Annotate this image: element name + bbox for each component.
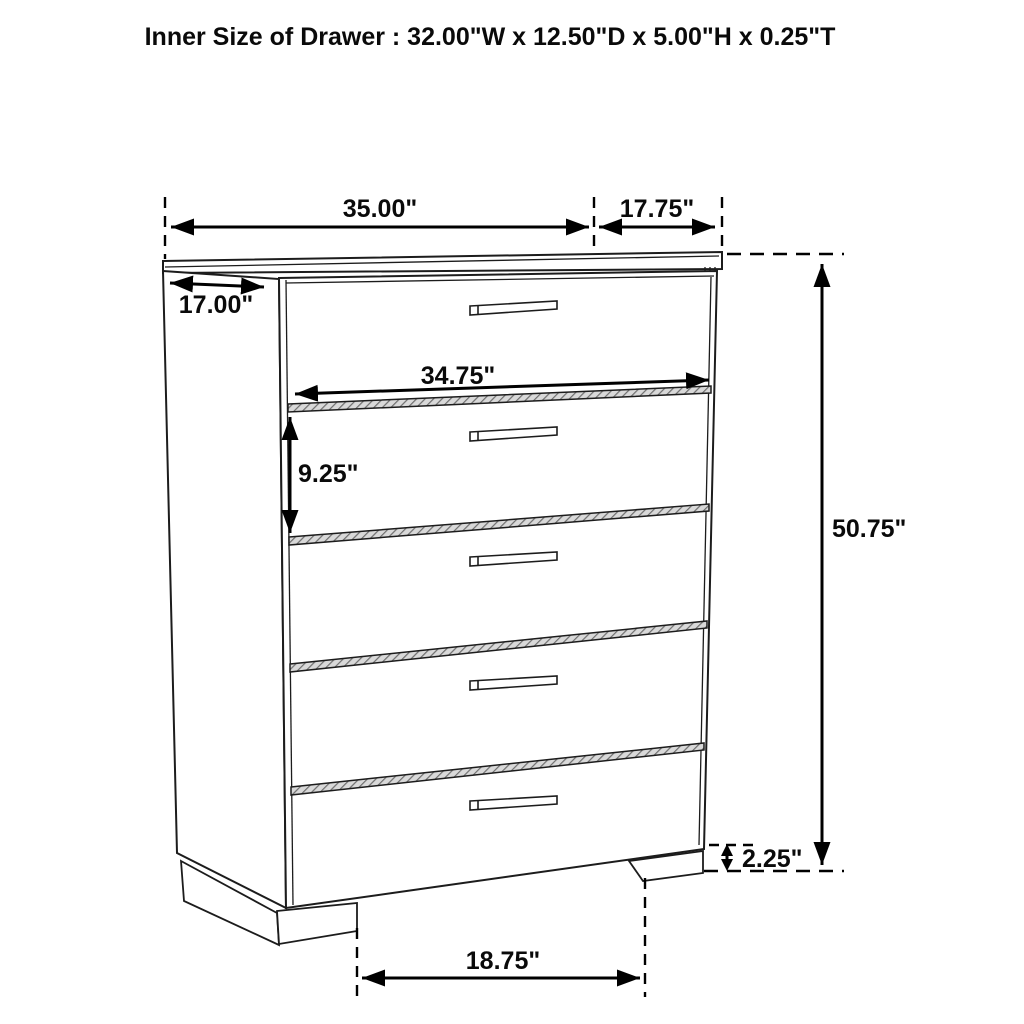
leg-height-label: 2.25" bbox=[742, 845, 803, 873]
overall-height-label: 50.75" bbox=[832, 515, 907, 543]
drawer-height-label: 9.25" bbox=[298, 460, 359, 488]
front-face bbox=[279, 271, 717, 908]
chest-line-art bbox=[163, 252, 722, 945]
page-title: Inner Size of Drawer : 32.00"W x 12.50"D x 5.00"H x 0.25"T bbox=[144, 23, 836, 51]
top-width-label: 35.00" bbox=[342, 195, 418, 223]
drawer-width-label: 34.75" bbox=[420, 362, 496, 390]
leg-spacing-label: 18.75" bbox=[465, 947, 541, 975]
top-depth-label: 17.75" bbox=[619, 195, 695, 223]
side-depth-label: 17.00" bbox=[178, 291, 254, 319]
side-panel bbox=[163, 271, 286, 908]
